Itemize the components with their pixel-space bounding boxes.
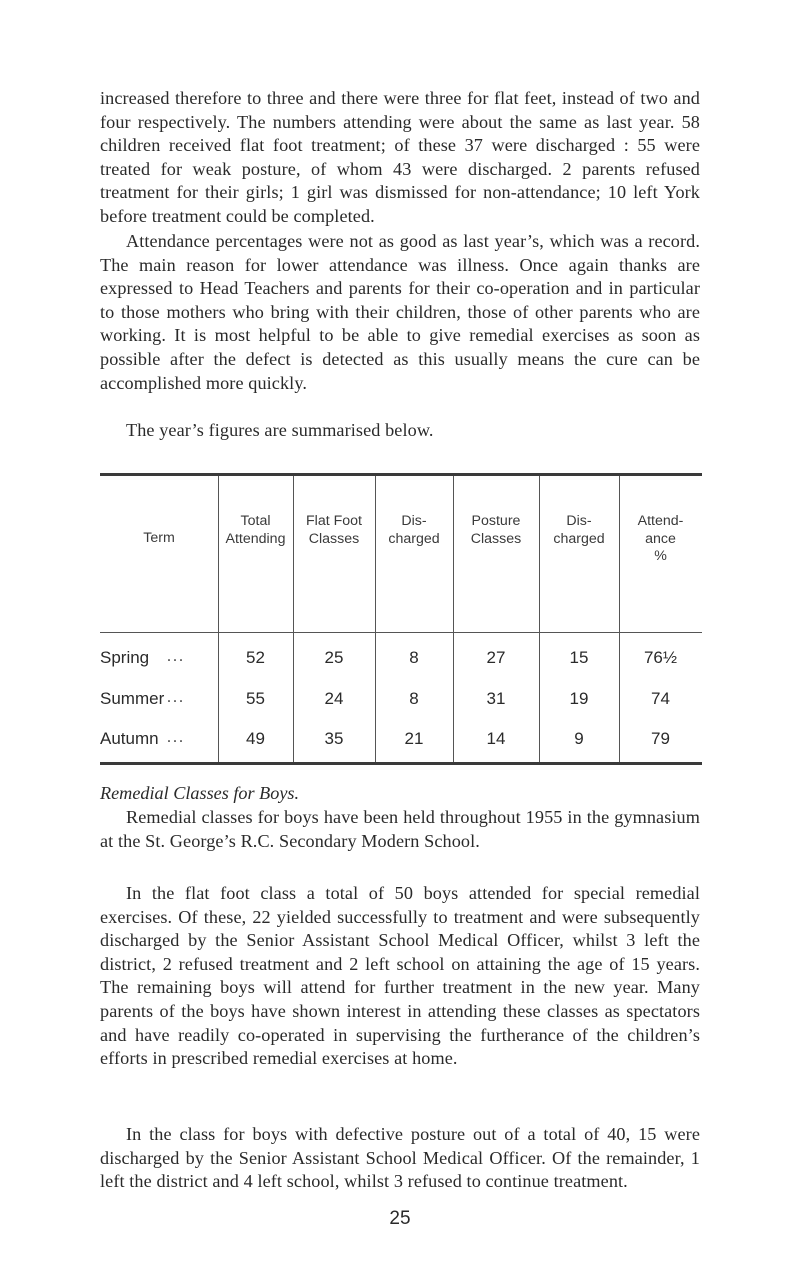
cell-attendance: 74 bbox=[651, 689, 670, 708]
table-row-summer bbox=[100, 689, 702, 713]
paragraph-posture-class: In the class for boys with defective posture out of a total of 40, 15 were discharged by the Senior Assistant School Medical Officer. Of the remainder, 1 left the district and 4 left school, whilst 3 refused to continue treatment. bbox=[100, 1124, 700, 1192]
paragraph-table-intro: The year’s figures are summarised below. bbox=[126, 420, 434, 440]
cell-discharged-posture: 19 bbox=[569, 689, 589, 708]
table-row-spring bbox=[100, 648, 702, 672]
header-discharged-flat-foot: Dis- charged bbox=[388, 513, 440, 547]
paragraph-flat-feet-summary: increased therefore to three and there were three for flat feet, instead of two and four respectively. The numbers attending were about the same as last year. 58 children received flat foot treatment; of these 37 were discharged : 55 were treated for weak posture, of whom 43 were discharged. 2 parents refused treatment for their girls; 1 girl was dismissed for non-attendance; 10 left York before treatment could be completed. bbox=[100, 88, 700, 226]
cell-flat-foot: 25 bbox=[324, 648, 344, 667]
table-header-rule bbox=[100, 632, 702, 633]
section-heading: Remedial Classes for Boys. bbox=[100, 783, 300, 803]
header-attendance-percent: Attend- ance % bbox=[637, 513, 684, 564]
page-number: 25 bbox=[389, 1208, 411, 1229]
paragraph-flat-foot-class: In the flat foot class a total of 50 boys attended for special remedial exercises. Of these, 22 yielded successfully to treatment and were subsequently discharged by the Senior Assistant School Medical Officer, whilst 3 left the district, 2 refused treatment and 2 left school on attaining the age of 15 years. The remaining boys will attend for further treatment in the new year. Many parents of the boys have shown interest in attending these classes as spectators and have readily co-operated in supervising the furtherance of the children’s efforts in prescribed remedial exercises at home. bbox=[100, 883, 700, 1069]
cell-posture: 27 bbox=[486, 648, 506, 667]
figures-table bbox=[100, 473, 702, 765]
cell-flat-foot: 24 bbox=[324, 689, 344, 708]
leader-dots: ... bbox=[167, 648, 185, 665]
leader-dots: ... bbox=[167, 689, 185, 706]
header-discharged-posture: Dis- charged bbox=[553, 513, 605, 547]
header-total-attending: Total Attending bbox=[225, 513, 286, 547]
cell-total: 55 bbox=[246, 689, 265, 708]
cell-total: 49 bbox=[246, 729, 265, 748]
table-row-autumn bbox=[100, 729, 702, 753]
header-flat-foot-classes: Flat Foot Classes bbox=[306, 513, 362, 547]
cell-discharged-posture: 15 bbox=[569, 648, 589, 667]
header-term: Term bbox=[143, 530, 175, 546]
row-term: Spring bbox=[100, 648, 150, 667]
paragraph-boys-classes-intro: Remedial classes for boys have been held throughout 1955 in the gymnasium at the St. George’s R.C. Secondary Modern School. bbox=[100, 807, 700, 851]
leader-dots: ... bbox=[167, 729, 185, 746]
table-top-rule bbox=[100, 473, 702, 476]
cell-attendance: 79 bbox=[651, 729, 670, 748]
paragraph-attendance: Attendance percentages were not as good as last year’s, which was a record. The main reason for lower attendance was illness. Once again thanks are expressed to Head Teachers and parents for their co-operation and in particular to those mothers who bring with their children, those of other parents who are working. It is most helpful to be able to give remedial exercises as soon as possible after the defect is detected as this usually means the cure can be accomplished more quickly. bbox=[100, 231, 700, 393]
cell-discharged-flat-foot: 8 bbox=[409, 689, 419, 708]
cell-flat-foot: 35 bbox=[324, 729, 344, 748]
cell-discharged-posture: 9 bbox=[574, 729, 584, 748]
cell-total: 52 bbox=[246, 648, 265, 667]
cell-discharged-flat-foot: 21 bbox=[404, 729, 424, 748]
cell-attendance: 76½ bbox=[643, 648, 678, 667]
header-posture-classes: Posture Classes bbox=[470, 513, 522, 547]
row-term: Autumn bbox=[100, 729, 159, 748]
cell-posture: 31 bbox=[486, 689, 506, 708]
cell-discharged-flat-foot: 8 bbox=[409, 648, 419, 667]
table-bottom-rule bbox=[100, 762, 702, 765]
cell-posture: 14 bbox=[486, 729, 506, 748]
row-term: Summer bbox=[100, 689, 165, 708]
